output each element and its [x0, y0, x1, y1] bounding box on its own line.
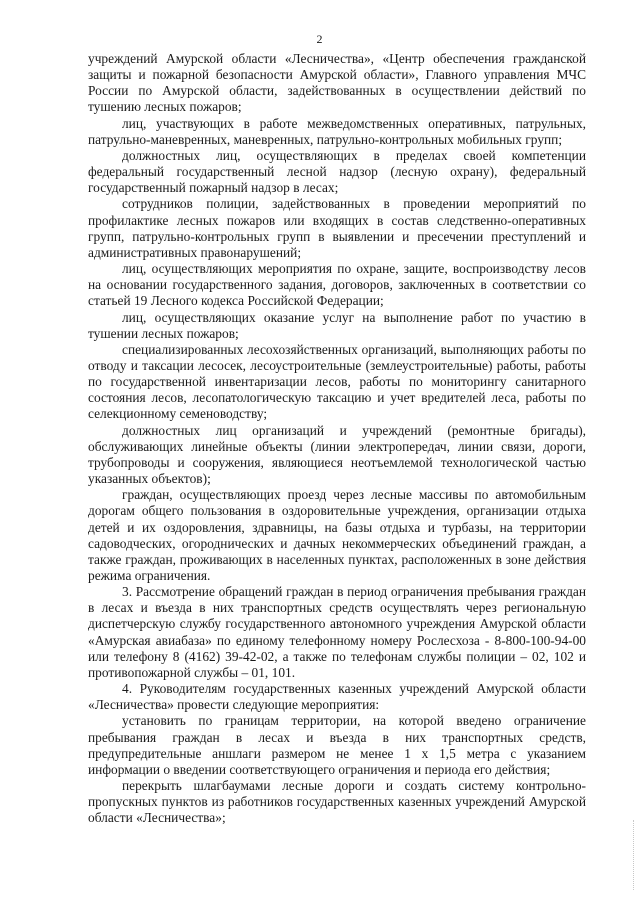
page-number: 2	[316, 32, 323, 46]
paragraph-police-officers: сотрудников полиции, задействованных в проведении мероприятий по профилактике лесных пожаров или входящих в состав следственно-оперативных групп, патрульно-контрольных групп в выявлении и пресечении преступлений и административных правонарушений;	[88, 196, 586, 260]
paragraph-continuation: учреждений Амурской области «Лесничества», «Центр обеспечения гражданской защиты и пожарной безопасности Амурской области», Главного управления МЧС России по Амурской области, задействованных в осуществлении действий по тушению лесных пожаров;	[88, 51, 586, 115]
document-body	[88, 51, 586, 827]
paragraph-forestry-organizations: специализированных лесохозяйственных организаций, выполняющих работы по отводу и таксации лесосек, лесоустроительные (землеустроительные) работы, работы по государственной инвентаризации лесов, работы по мониторингу санитарного состояния лесов, лесопатологическую таксацию и учет вредителей леса, работы по селекционному семеноводству;	[88, 341, 586, 422]
paragraph-citizens-transit: граждан, осуществляющих проезд через лесные массивы по автомобильным дорогам общего пользования в оздоровительные учреждения, организации отдыха детей и их оздоровления, здравницы, на базы отдыха и турбазы, на территории садоводческих, огороднических и дачных некоммерческих объединений граждан, а также граждан, проживающих в населенных пунктах, расположенных в зоне действия режима ограничения.	[88, 487, 586, 583]
paragraph-item-3-appeals: 3. Рассмотрение обращений граждан в период ограничения пребывания граждан в лесах и въезда в них транспортных средств осуществлять через региональную диспетчерскую службу государственного автономного учреждения Амурской области «Амурская авиабаза» по единому телефонному номеру Рослесхоза - 8-800-100-94-00 или телефону 8 (4162) 39-42-02, а также по телефонам службы полиции – 02, 102 и противопожарной службы – 01, 101.	[88, 584, 586, 680]
paragraph-forest-supervision-officials: должностных лиц, осуществляющих в пределах своей компетенции федеральный государственный лесной надзор (лесную охрану), федеральный государственный пожарный надзор в лесах;	[88, 147, 586, 196]
paragraph-linear-facilities-officials: должностных лиц организаций и учреждений (ремонтные бригады), обслуживающих линейные объекты (линии электропередач, линии связи, дороги, трубопроводы и сооружения, являющиеся неотъемлемой технологической частью указанных объектов);	[88, 422, 586, 487]
scan-edge-mark	[633, 820, 635, 890]
paragraph-barriers-checkpoints: перекрыть шлагбаумами лесные дороги и создать систему контрольно-пропускных пунктов из работников государственных казенных учреждений Амурской области «Лесничества»;	[88, 778, 586, 826]
paragraph-warning-signs: установить по границам территории, на которой введено ограничение пребывания граждан в лесах и въезда в них транспортных средств, предупредительные аншлаги размером не менее 1 х 1,5 метра с указанием информации о введении соответствующего ограничения и периода его действия;	[88, 713, 586, 777]
paragraph-interagency-groups: лиц, участвующих в работе межведомственных оперативных, патрульных, патрульно-маневренных, маневренных, патрульно-контрольных мобильных групп;	[88, 115, 586, 147]
paragraph-forest-protection-persons: лиц, осуществляющих мероприятия по охране, защите, воспроизводству лесов на основании государственного задания, договоров, заключенных в соответствии со статьей 19 Лесного кодекса Российской Федерации;	[88, 261, 586, 309]
paragraph-item-4-heads: 4. Руководителям государственных казенных учреждений Амурской области «Лесничества» провести следующие мероприятия:	[88, 681, 586, 713]
paragraph-firefighting-services: лиц, осуществляющих оказание услуг на выполнение работ по участию в тушении лесных пожаров;	[88, 309, 586, 341]
